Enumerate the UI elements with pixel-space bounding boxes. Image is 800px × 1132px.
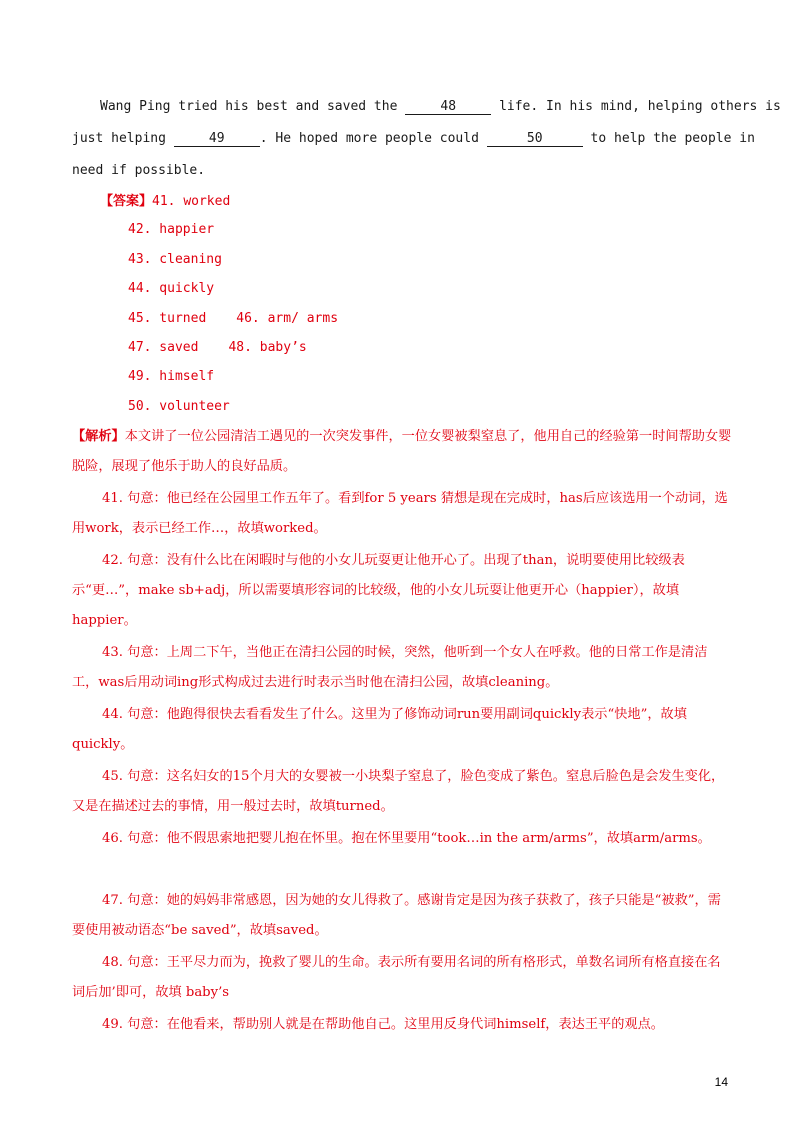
answer-47: 47. saved xyxy=(128,340,199,355)
page-number: 14 xyxy=(714,1075,728,1089)
answer-43: 43. cleaning xyxy=(128,252,222,267)
explanation-41-text: 41. 句意：他已经在公园里工作五年了。看到for 5 years 猜想是现在完成时，has后应该选用一个动词，选用work，表示已经工作…，故填worked。 xyxy=(72,491,728,536)
explanation-43-text: 43. 句意：上周二下午，当他正在清扫公园的时候，突然，他听到一个女人在呼救。他的日常工作是清洁工，was后用动词ing形式构成过去进行时表示当时他在清扫公园，故填cleaning。 xyxy=(72,645,708,690)
analysis-intro xyxy=(72,422,732,482)
answer-48: 48. baby’s xyxy=(228,340,307,355)
explanation-41 xyxy=(72,484,732,544)
answer-45: 45. turned xyxy=(128,311,207,326)
passage-line-3 xyxy=(72,162,205,180)
explanation-45 xyxy=(72,762,732,822)
answer-41: 41. worked xyxy=(152,194,231,209)
passage-text: . He hoped more people could xyxy=(259,131,487,146)
answer-44: 44. quickly xyxy=(128,281,215,296)
analysis-intro-text: 本文讲了一位公园清洁工遇见的一次突发事件，一位女婴被梨窒息了，他用自己的经验第一时间帮助女婴脱险，展现了他乐于助人的良好品质。 xyxy=(72,429,732,474)
answer-46: 46. arm/ arms xyxy=(236,311,339,326)
answer-50: 50. volunteer xyxy=(128,399,230,414)
passage-text: life. In his mind, helping others is xyxy=(491,99,781,114)
answer-42: 42. happier xyxy=(128,222,215,237)
explanation-44 xyxy=(72,700,732,760)
explanation-47 xyxy=(72,886,732,946)
passage-text: need if possible. xyxy=(72,163,206,178)
answer-key-header xyxy=(100,192,230,211)
explanation-42-text: 42. 句意：没有什么比在闲暇时与他的小女儿玩耍更让他开心了。出现了than，说明要使用比较级表示“更…”，make sb+adj，所以需要填形容词的比较级，他的小女儿玩耍让他更开心（happier），故填happier。 xyxy=(72,553,685,628)
explanation-44-text: 44. 句意：他跑得很快去看看发生了什么。这里为了修饰动词run要用副词quickly表示“快地”，故填quickly。 xyxy=(72,707,687,752)
explanation-46 xyxy=(72,824,732,854)
passage-text: just helping xyxy=(72,131,174,146)
passage-line-1 xyxy=(100,98,781,116)
answer-row-47-48 xyxy=(128,339,307,357)
answer-blank-50: 50 xyxy=(487,132,583,147)
explanation-46-text: 46. 句意：他不假思索地把婴儿抱在怀里。抱在怀里要用“took…in the arm/arms”，故填arm/arms。 xyxy=(102,831,711,846)
answer-tag: 【答案】 xyxy=(100,194,153,209)
explanation-49-text: 49. 句意：在他看来，帮助别人就是在帮助他自己。这里用反身代词himself，表达王平的观点。 xyxy=(102,1017,664,1032)
analysis-tag: 【解析】 xyxy=(72,429,125,444)
passage-line-2 xyxy=(72,130,755,148)
explanation-49 xyxy=(72,1010,732,1040)
explanation-47-text: 47. 句意：她的妈妈非常感恩，因为她的女儿得救了。感谢肯定是因为孩子获救了，孩子只能是“被救”，需要使用被动语态“be saved”，故填saved。 xyxy=(72,893,721,938)
passage-text: Wang Ping tried his best and saved the xyxy=(100,99,406,114)
answer-blank-49: 49 xyxy=(174,132,260,147)
answer-49: 49. himself xyxy=(128,369,215,384)
explanation-45-text: 45. 句意：这名妇女的15个月大的女婴被一小块梨子窒息了，脸色变成了紫色。窒息后脸色是会发生变化，又是在描述过去的事情，用一般过去时，故填turned。 xyxy=(72,769,725,814)
explanation-48 xyxy=(72,948,732,1008)
explanation-42 xyxy=(72,546,732,636)
answer-blank-48: 48 xyxy=(405,100,491,115)
explanation-48-text: 48. 句意：王平尽力而为，挽救了婴儿的生命。表示所有要用名词的所有格形式，单数名词所有格直接在名词后加’即可，故填 baby’s xyxy=(72,955,721,1000)
passage-text: to help the people in xyxy=(582,131,755,146)
answer-row-45-46 xyxy=(128,310,338,328)
explanation-43 xyxy=(72,638,732,698)
